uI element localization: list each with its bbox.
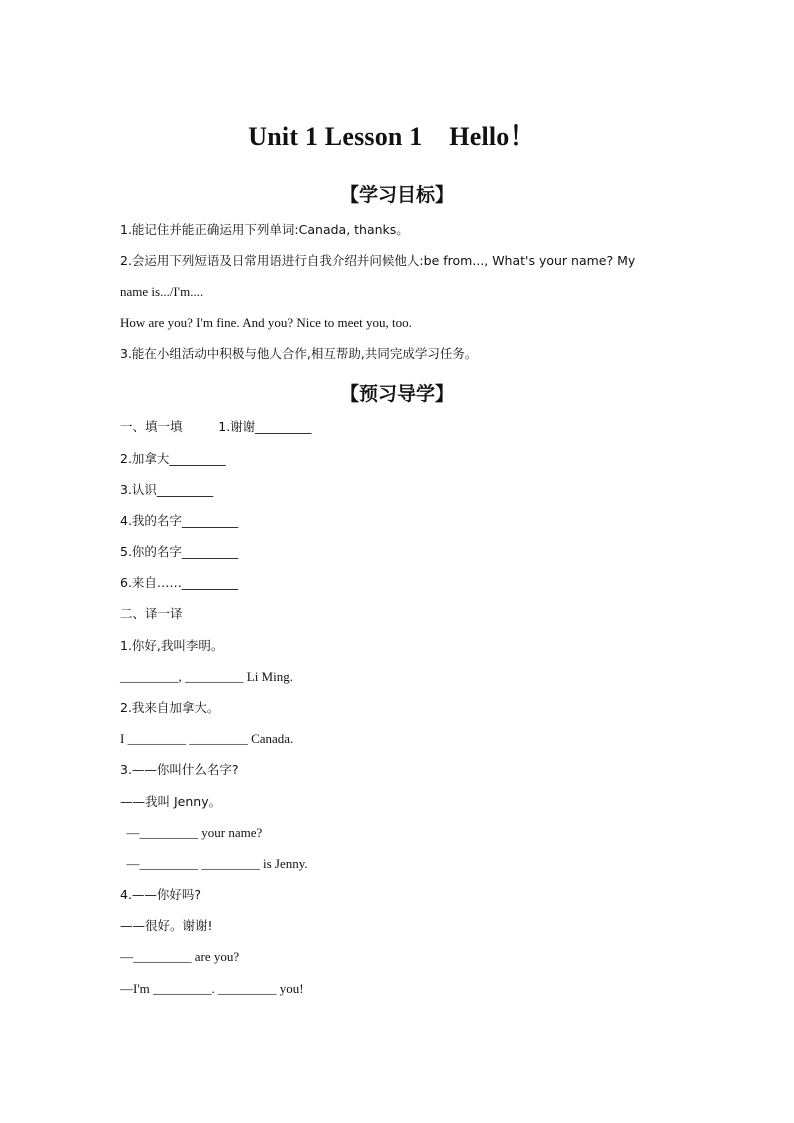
section-heading-preview: 【预习导学】: [339, 383, 454, 405]
translate-item-1-prompt: 1.你好,我叫李明。: [120, 638, 224, 653]
translate-item-4-answer-a: —_________ are you?: [120, 949, 240, 964]
fill-in-item-6: 6.来自……_________: [120, 575, 239, 590]
translate-item-4-prompt-b: ——很好。谢谢!: [120, 918, 213, 933]
translate-item-3-prompt-a: 3.——你叫什么名字?: [120, 762, 239, 777]
translate-item-2-answer: I _________ _________ Canada.: [120, 731, 294, 746]
section-heading-learning-goals: 【学习目标】: [339, 184, 454, 206]
translate-heading: 二、译一译: [120, 606, 183, 621]
translate-item-4-prompt-a: 4.——你好吗?: [120, 887, 202, 902]
goal-line-2-continued: name is.../I'm....: [120, 284, 204, 299]
fill-in-item-5: 5.你的名字_________: [120, 544, 239, 559]
translate-item-3-answer-a: —_________ your name?: [120, 825, 263, 840]
goal-line-greetings: How are you? I'm fine. And you? Nice to meet you, too.: [120, 315, 412, 330]
translate-item-3-prompt-b: ——我叫 Jenny。: [120, 794, 222, 809]
goal-line-3: 3.能在小组活动中积极与他人合作,相互帮助,共同完成学习任务。: [120, 346, 478, 361]
translate-item-2-prompt: 2.我来自加拿大。: [120, 700, 220, 715]
fill-in-item-4: 4.我的名字_________: [120, 513, 239, 528]
goal-line-2: 2.会运用下列短语及日常用语进行自我介绍并问候他人:be from..., What's your name? My: [120, 253, 636, 268]
translate-item-3-answer-b: —_________ _________ is Jenny.: [120, 856, 308, 871]
page-title: Unit 1 Lesson 1 Hello！: [248, 122, 536, 151]
goal-line-1: 1.能记住并能正确运用下列单词:Canada, thanks。: [120, 222, 409, 237]
translate-item-1-answer: _________, _________ Li Ming.: [120, 669, 293, 684]
translate-item-4-answer-b: —I'm _________. _________ you!: [120, 981, 304, 996]
fill-in-item-3: 3.认识_________: [120, 482, 214, 497]
fill-in-item-2: 2.加拿大_________: [120, 451, 226, 466]
fill-in-heading-item-1: 一、填一填 1.谢谢_________: [120, 419, 312, 434]
